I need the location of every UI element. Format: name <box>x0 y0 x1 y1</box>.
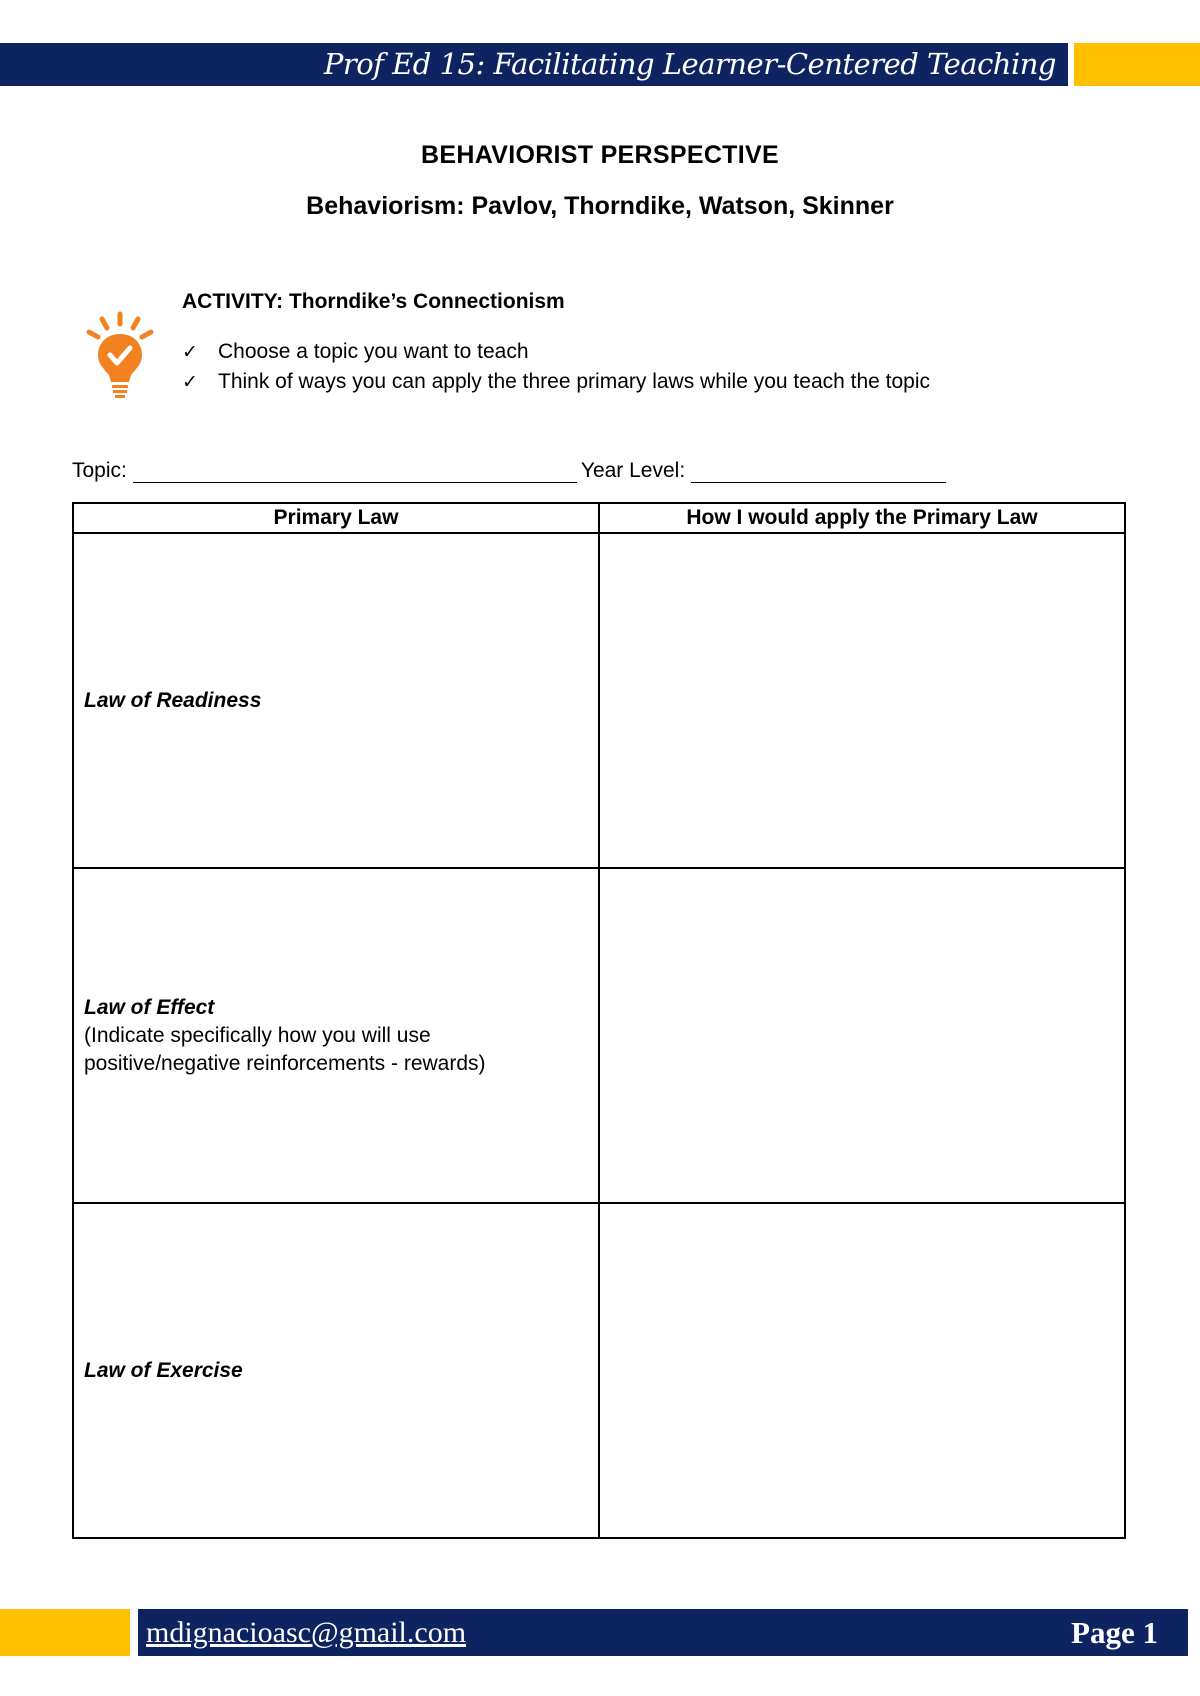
footer-email-link[interactable]: mdignacioasc@gmail.com <box>146 1616 467 1649</box>
activity-label: ACTIVITY: <box>182 290 284 313</box>
checkmark-icon: ✓ <box>182 371 198 393</box>
lightbulb-check-icon <box>84 310 156 400</box>
activity-heading <box>182 290 565 314</box>
application-cell[interactable] <box>599 1203 1125 1538</box>
course-title: Prof Ed 15: Facilitating Learner-Centered Teaching <box>323 47 1056 81</box>
law-note: (Indicate specifically how you will use positive/negative reinforcements - rewards) <box>84 1023 486 1075</box>
page-subtitle: Behaviorism: Pavlov, Thorndike, Watson, Skinner <box>306 192 894 220</box>
law-name: Law of Exercise <box>84 1358 243 1382</box>
step-text: Think of ways you can apply the three primary laws while you teach the topic <box>218 370 931 393</box>
application-cell[interactable] <box>599 868 1125 1203</box>
page-number: Page 1 <box>1071 1615 1158 1650</box>
primary-law-table <box>72 502 1126 1539</box>
footer-band <box>138 1609 1188 1656</box>
law-cell <box>73 1203 599 1538</box>
header-accent-block <box>1074 43 1200 86</box>
table-header-row <box>73 503 1125 533</box>
header-band <box>0 43 1068 86</box>
topic-blank[interactable] <box>133 460 577 483</box>
list-item <box>182 367 930 397</box>
page-title: BEHAVIORIST PERSPECTIVE <box>421 141 779 169</box>
list-item <box>182 337 930 367</box>
column-header-primary-law: Primary Law <box>73 503 599 533</box>
topic-label: Topic: <box>72 459 127 482</box>
topic-year-line <box>72 459 950 483</box>
table-row <box>73 1203 1125 1538</box>
table-row <box>73 868 1125 1203</box>
law-name: Law of Effect <box>84 995 215 1019</box>
column-header-application: How I would apply the Primary Law <box>599 503 1125 533</box>
law-cell <box>73 533 599 868</box>
checkmark-icon: ✓ <box>182 341 198 363</box>
footer-accent-block <box>0 1609 130 1656</box>
application-cell[interactable] <box>599 533 1125 868</box>
activity-name: Thorndike’s Connectionism <box>288 290 565 313</box>
activity-steps <box>182 337 930 397</box>
law-name: Law of Readiness <box>84 688 262 712</box>
year-level-blank[interactable] <box>691 460 946 483</box>
step-text: Choose a topic you want to teach <box>218 340 529 363</box>
year-level-label: Year Level: <box>580 459 686 482</box>
table-row <box>73 533 1125 868</box>
law-cell <box>73 868 599 1203</box>
